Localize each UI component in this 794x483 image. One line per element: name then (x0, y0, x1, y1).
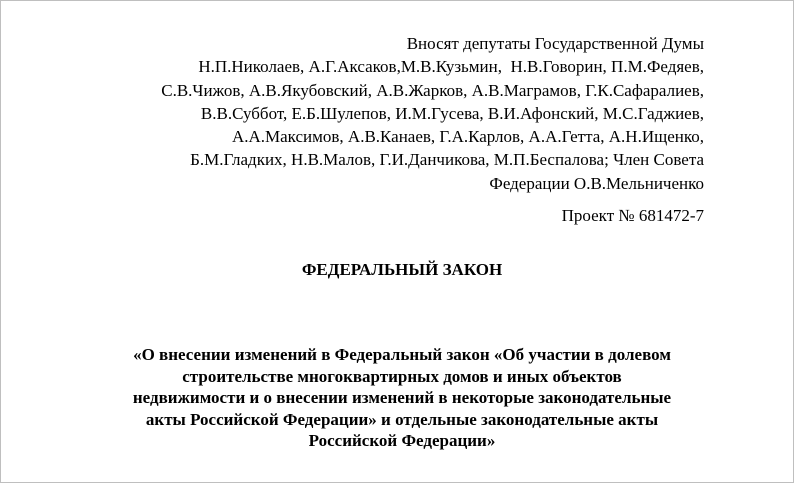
authors-line: Н.П.Николаев, А.Г.Аксаков,М.В.Кузьмин, Н.В.Говорин, П.М.Федяев, (198, 57, 704, 77)
authors-line: Федерации О.В.Мельниченко (489, 173, 704, 193)
law-title-line: Российской Федерации» (308, 431, 496, 450)
authors-intro-line: Вносят депутаты Государственной Думы (406, 34, 704, 53)
law-title-line: недвижимости и о внесении изменений в некоторые законодательные (132, 388, 672, 407)
law-title-line: строительстве многоквартирных домов и иных объектов (182, 366, 622, 386)
authors-line: С.В.Чижов, А.В.Якубовский, А.В.Жарков, А.В.Маграмов, Г.К.Сафаралиев, (161, 80, 704, 100)
authors-line: А.А.Максимов, А.В.Канаев, Г.А.Карлов, А.А.Гетта, А.Н.Ищенко, (231, 127, 704, 147)
law-title (1, 344, 794, 452)
law-title-line: «О внесении изменений в Федеральный закон «Об участии в долевом (133, 345, 671, 364)
law-title-line: акты Российской Федерации» и отдельные законодательные акты (145, 409, 659, 429)
law-heading: ФЕДЕРАЛЬНЫЙ ЗАКОН (301, 260, 503, 279)
authors-block (64, 32, 704, 195)
authors-line: Б.М.Гладких, Н.В.Малов, Г.И.Данчикова, М.П.Беспалова; Член Совета (190, 150, 704, 170)
authors-line: В.В.Суббот, Е.Б.Шулепов, И.М.Гусева, В.И.Афонский, М.С.Гаджиев, (200, 103, 704, 123)
project-number: Проект № 681472-7 (561, 206, 704, 225)
